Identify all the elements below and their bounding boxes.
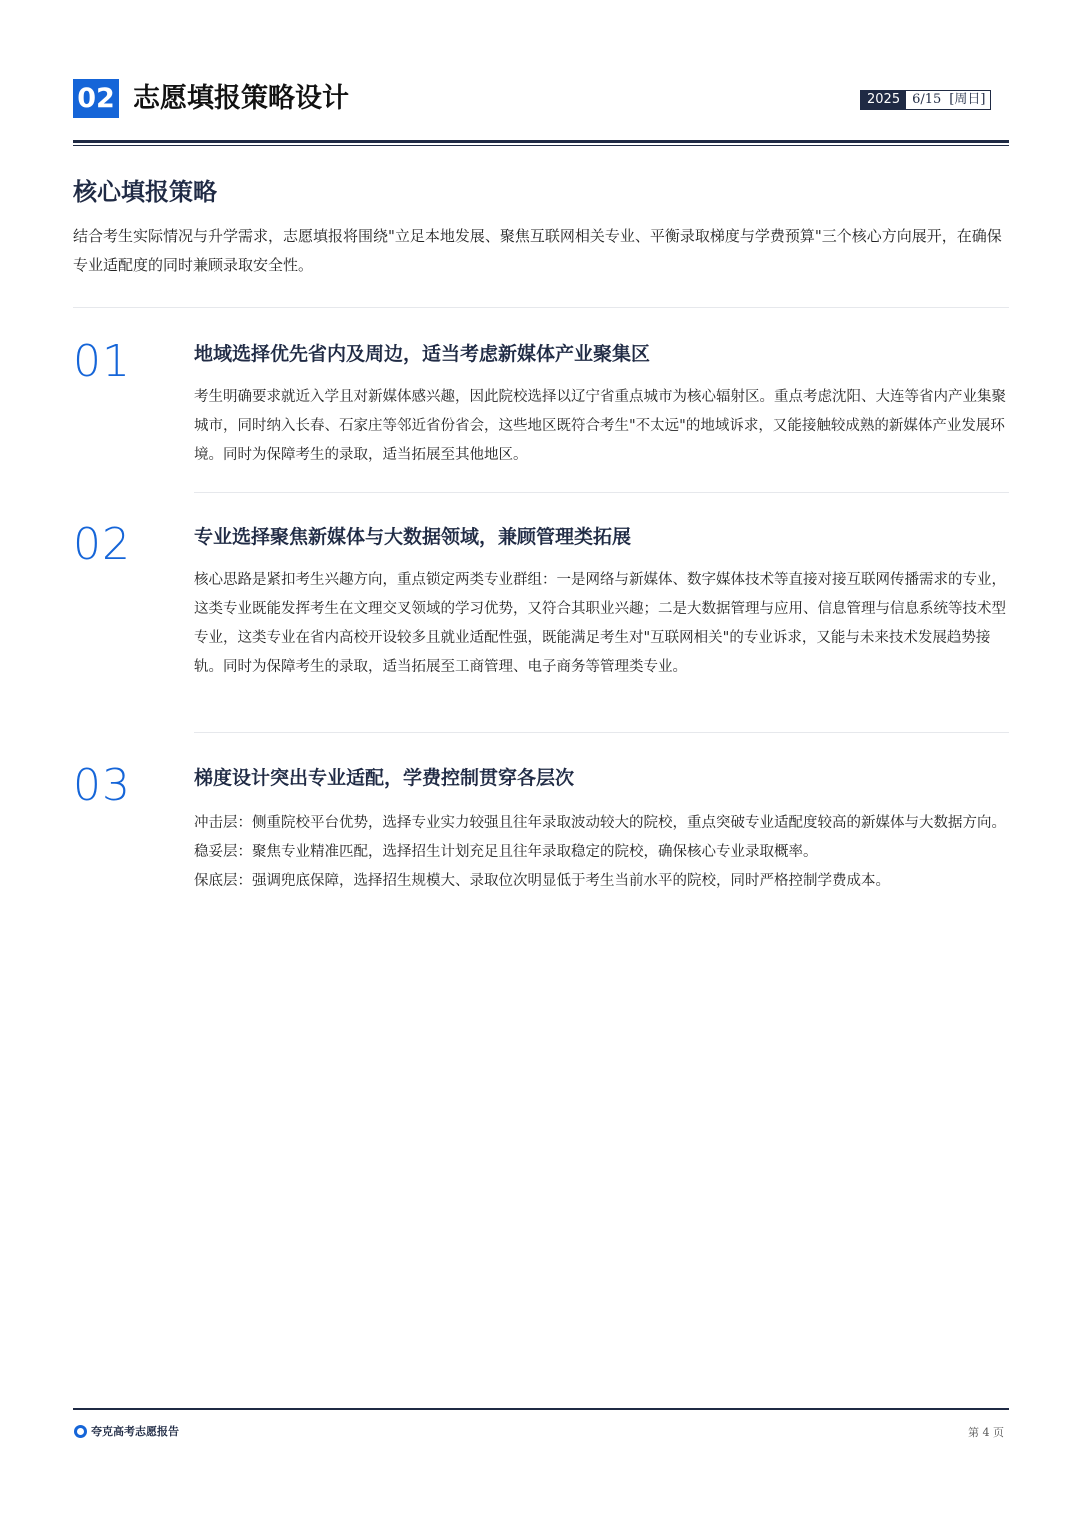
item-title-02: 专业选择聚焦新媒体与大数据领域，兼顾管理类拓展	[194, 526, 632, 548]
item-title-01: 地域选择优先省内及周边，适当考虑新媒体产业聚集区	[194, 343, 651, 365]
item-number-02: 02	[73, 519, 131, 570]
tier-steady: 稳妥层：聚焦专业精准匹配，选择招生计划充足且往年录取稳定的院校，确保核心专业录取概率。	[194, 844, 818, 860]
intro-text: 结合考生实际情况与升学需求，志愿填报将围绕"立足本地发展、聚焦互联网相关专业、平衡录取梯度与学费预算"三个核心方向展开，在确保专业适配度的同时兼顾录取安全性。	[73, 227, 1002, 274]
intro-divider	[73, 307, 1009, 308]
footer-brand-label: 夸克高考志愿报告	[91, 1425, 179, 1438]
date-month-day: 6/15	[912, 92, 942, 107]
date-weekday: [周日]	[949, 92, 986, 107]
item-divider-01	[194, 492, 1009, 493]
item-body-02: 核心思路是紧扣考生兴趣方向，重点锁定两类专业群组：一是网络与新媒体、数字媒体技术等直接对接互联网传播需求的专业，这类专业既能发挥考生在文理交叉领域的学习优势，又符合其职业兴趣；二是大数据管理与应用、信息管理与信息系统等技术型专业，这类专业在省内高校开设较多且就业适配性强，既能满足考生对"互联网相关"的专业诉求，又能与未来技术发展趋势接轨。同时为保障考生的录取，适当拓展至工商管理、电子商务等管理类专业。	[194, 572, 1006, 675]
date-badge	[860, 90, 991, 110]
header-rule-thin	[73, 145, 1009, 146]
item-title-03: 梯度设计突出专业适配，学费控制贯穿各层次	[194, 767, 575, 789]
footer-rule	[73, 1408, 1009, 1410]
section-number-badge: 02	[73, 79, 119, 118]
item-divider-02	[194, 732, 1009, 733]
section-title: 志愿填报策略设计	[133, 83, 349, 114]
intro-heading: 核心填报策略	[73, 178, 217, 206]
date-year: 2025	[861, 91, 906, 109]
tier-safety: 保底层：强调兜底保障，选择招生规模大、录取位次明显低于考生当前水平的院校，同时严格控制学费成本。	[194, 873, 890, 889]
header-rule-thick	[73, 140, 1009, 143]
item-number-01: 01	[73, 336, 131, 387]
brand-logo-icon	[74, 1425, 87, 1438]
item-body-01: 考生明确要求就近入学且对新媒体感兴趣，因此院校选择以辽宁省重点城市为核心辐射区。重点考虑沈阳、大连等省内产业集聚城市，同时纳入长春、石家庄等邻近省份省会，这些地区既符合考生"不太远"的地域诉求，又能接触较成熟的新媒体产业发展环境。同时为保障考生的录取，适当拓展至其他地区。	[194, 389, 1006, 463]
item-body-03	[194, 809, 1006, 896]
footer-brand	[74, 1423, 179, 1439]
tier-impact: 冲击层：侧重院校平台优势，选择专业实力较强且往年录取波动较大的院校，重点突破专业适配度较高的新媒体与大数据方向。	[194, 815, 1006, 831]
page-number: 第 4 页	[968, 1426, 1004, 1439]
item-number-03: 03	[73, 760, 131, 811]
